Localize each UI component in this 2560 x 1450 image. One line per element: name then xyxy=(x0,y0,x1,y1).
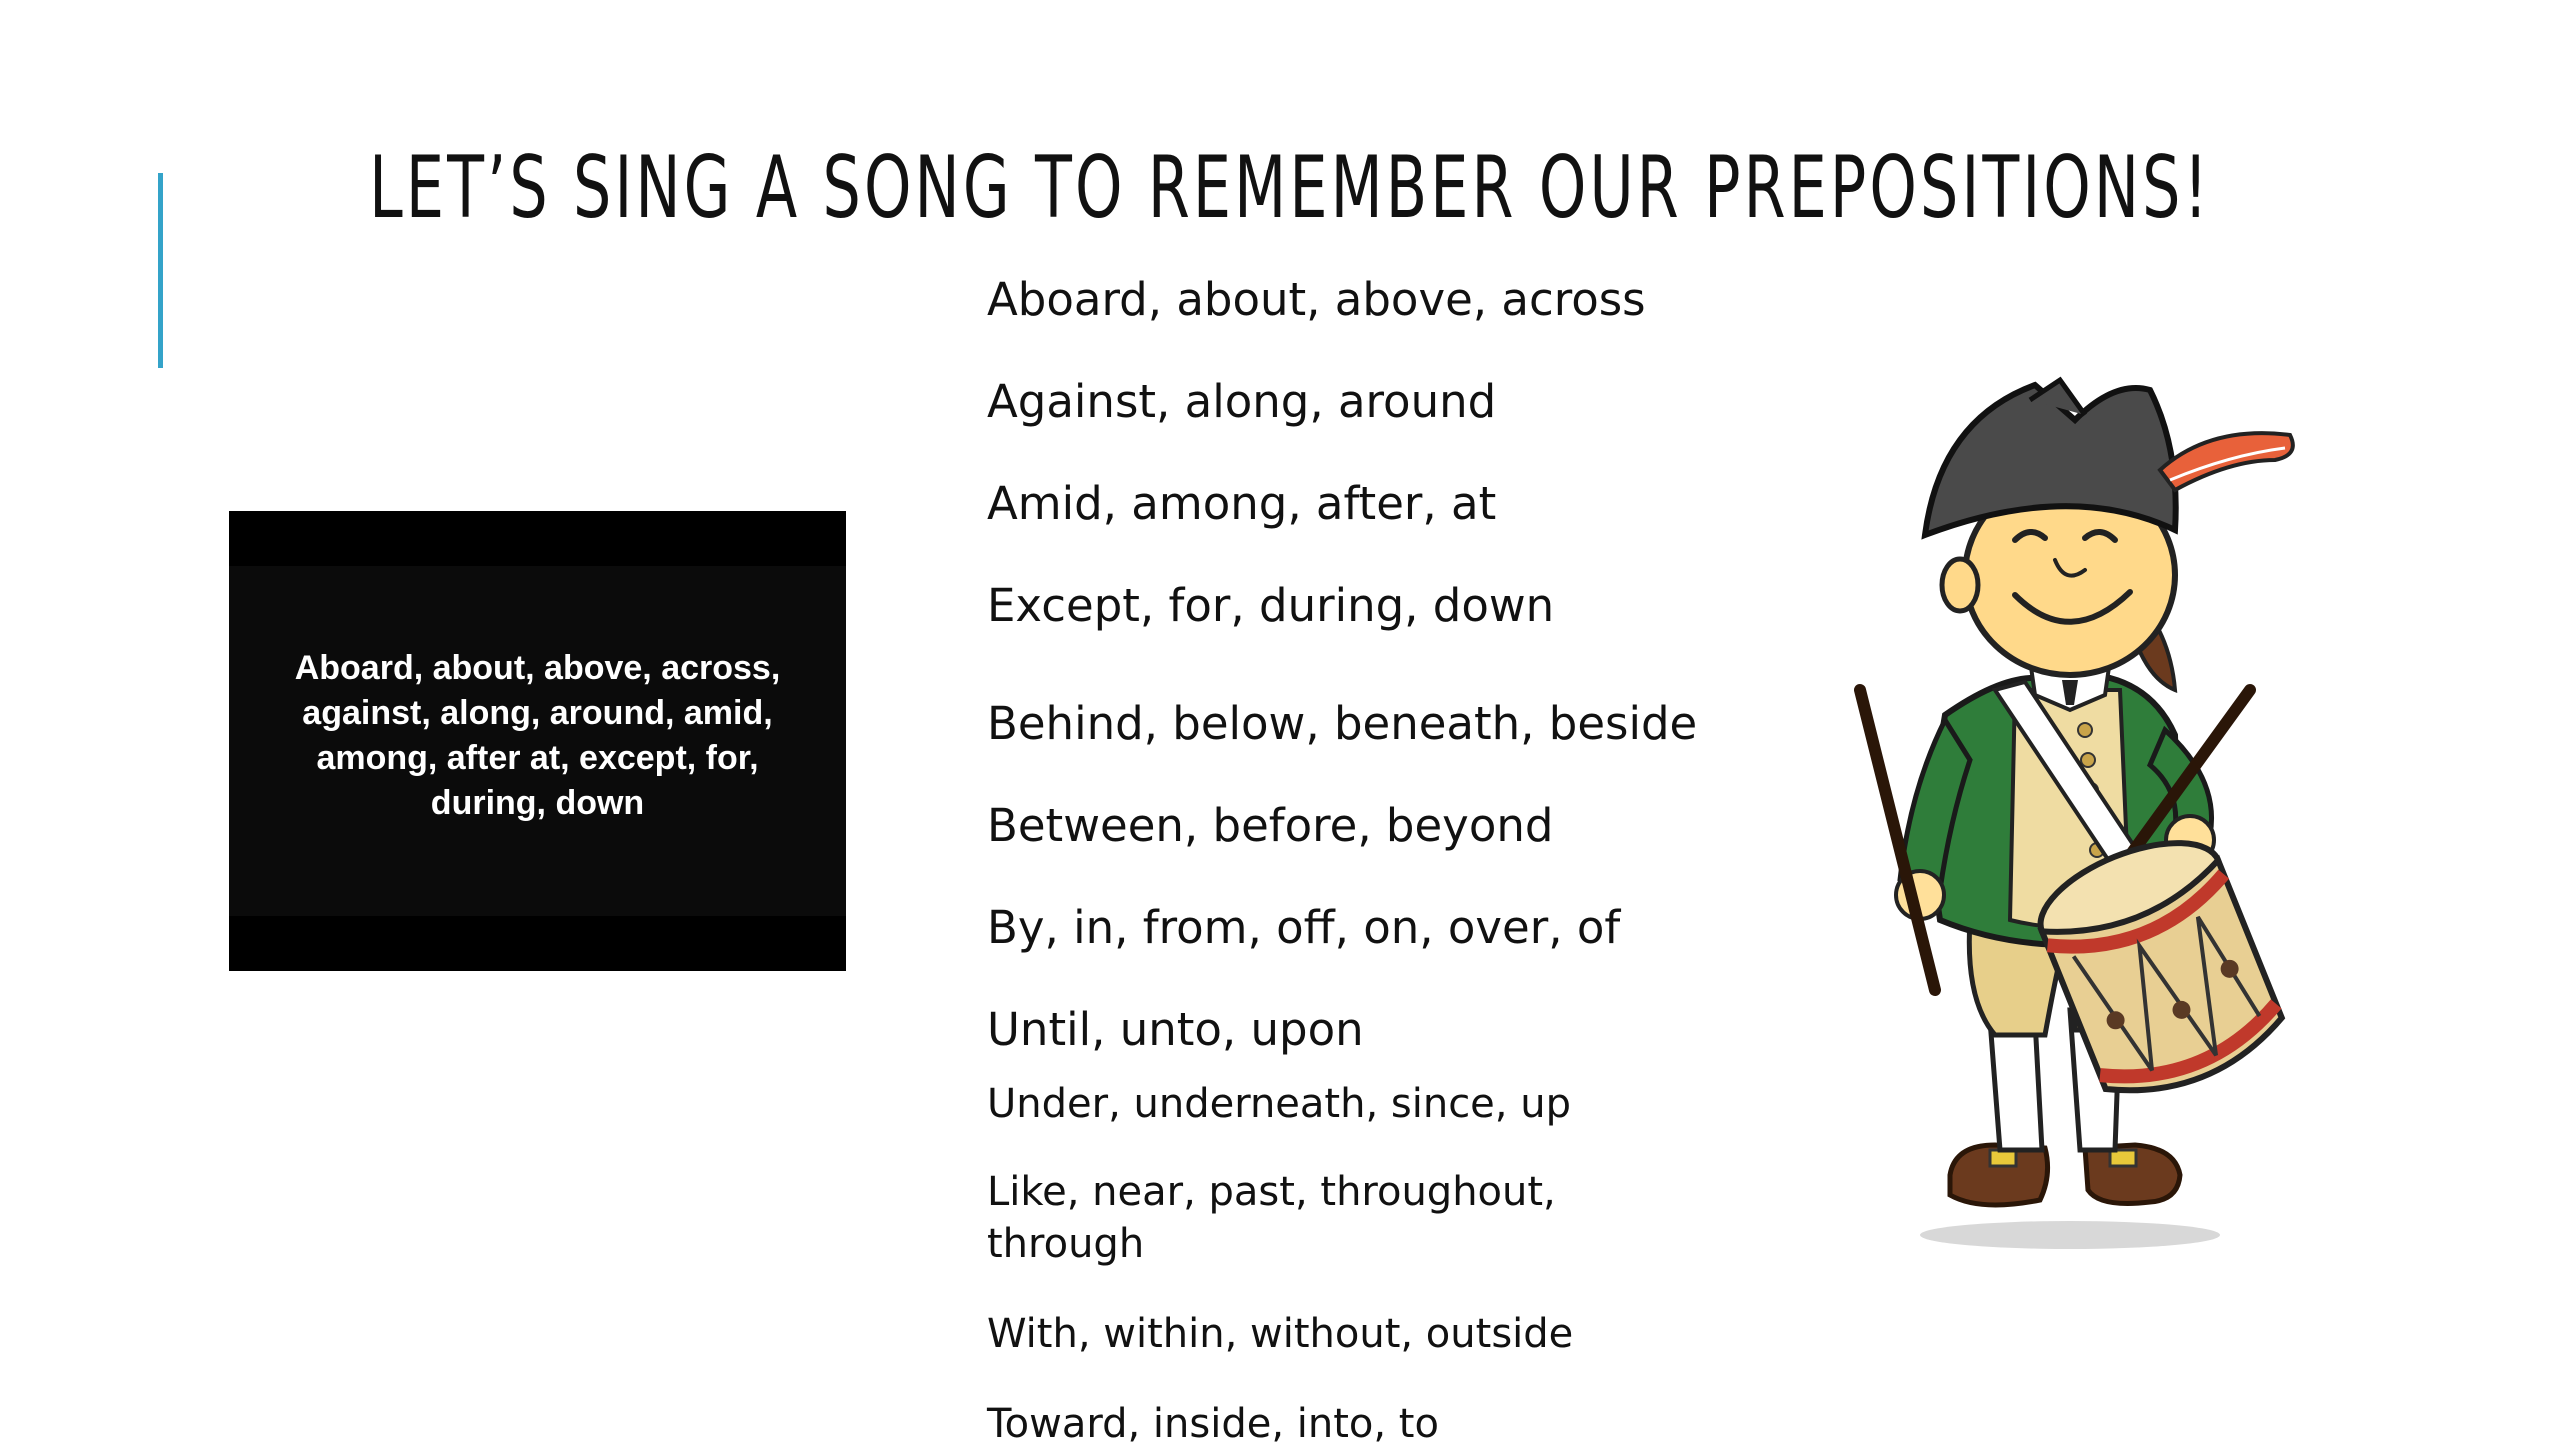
lyric-line: Toward, inside, into, to xyxy=(987,1401,1439,1447)
lyric-line: Under, underneath, since, up xyxy=(987,1081,1571,1127)
lyric-line: With, within, without, outside xyxy=(987,1311,1574,1357)
accent-bar xyxy=(158,173,163,368)
lyric-line: Like, near, past, throughout, through xyxy=(987,1169,1556,1267)
lyric-line: Behind, below, beneath, beside xyxy=(987,697,1698,750)
lyric-line: Against, along, around xyxy=(987,375,1497,428)
lyric-line: Until, unto, upon xyxy=(987,1003,1364,1056)
lyric-line: Aboard, about, above, across xyxy=(987,273,1646,326)
slide-title: LET’S SING A SONG TO REMEMBER OUR PREPOSITIONS! xyxy=(369,138,2211,238)
video-thumbnail[interactable] xyxy=(229,511,846,971)
lyric-line: Between, before, beyond xyxy=(987,799,1554,852)
lyric-line: By, in, from, off, on, over, of xyxy=(987,901,1621,954)
video-caption: Aboard, about, above, across, against, along, around, amid, among, after at, except, for, during, down xyxy=(294,649,781,822)
drummer-boy-illustration xyxy=(1830,360,2310,1260)
lyric-line: Except, for, during, down xyxy=(987,579,1555,632)
lyric-line: Amid, among, after, at xyxy=(987,477,1497,530)
